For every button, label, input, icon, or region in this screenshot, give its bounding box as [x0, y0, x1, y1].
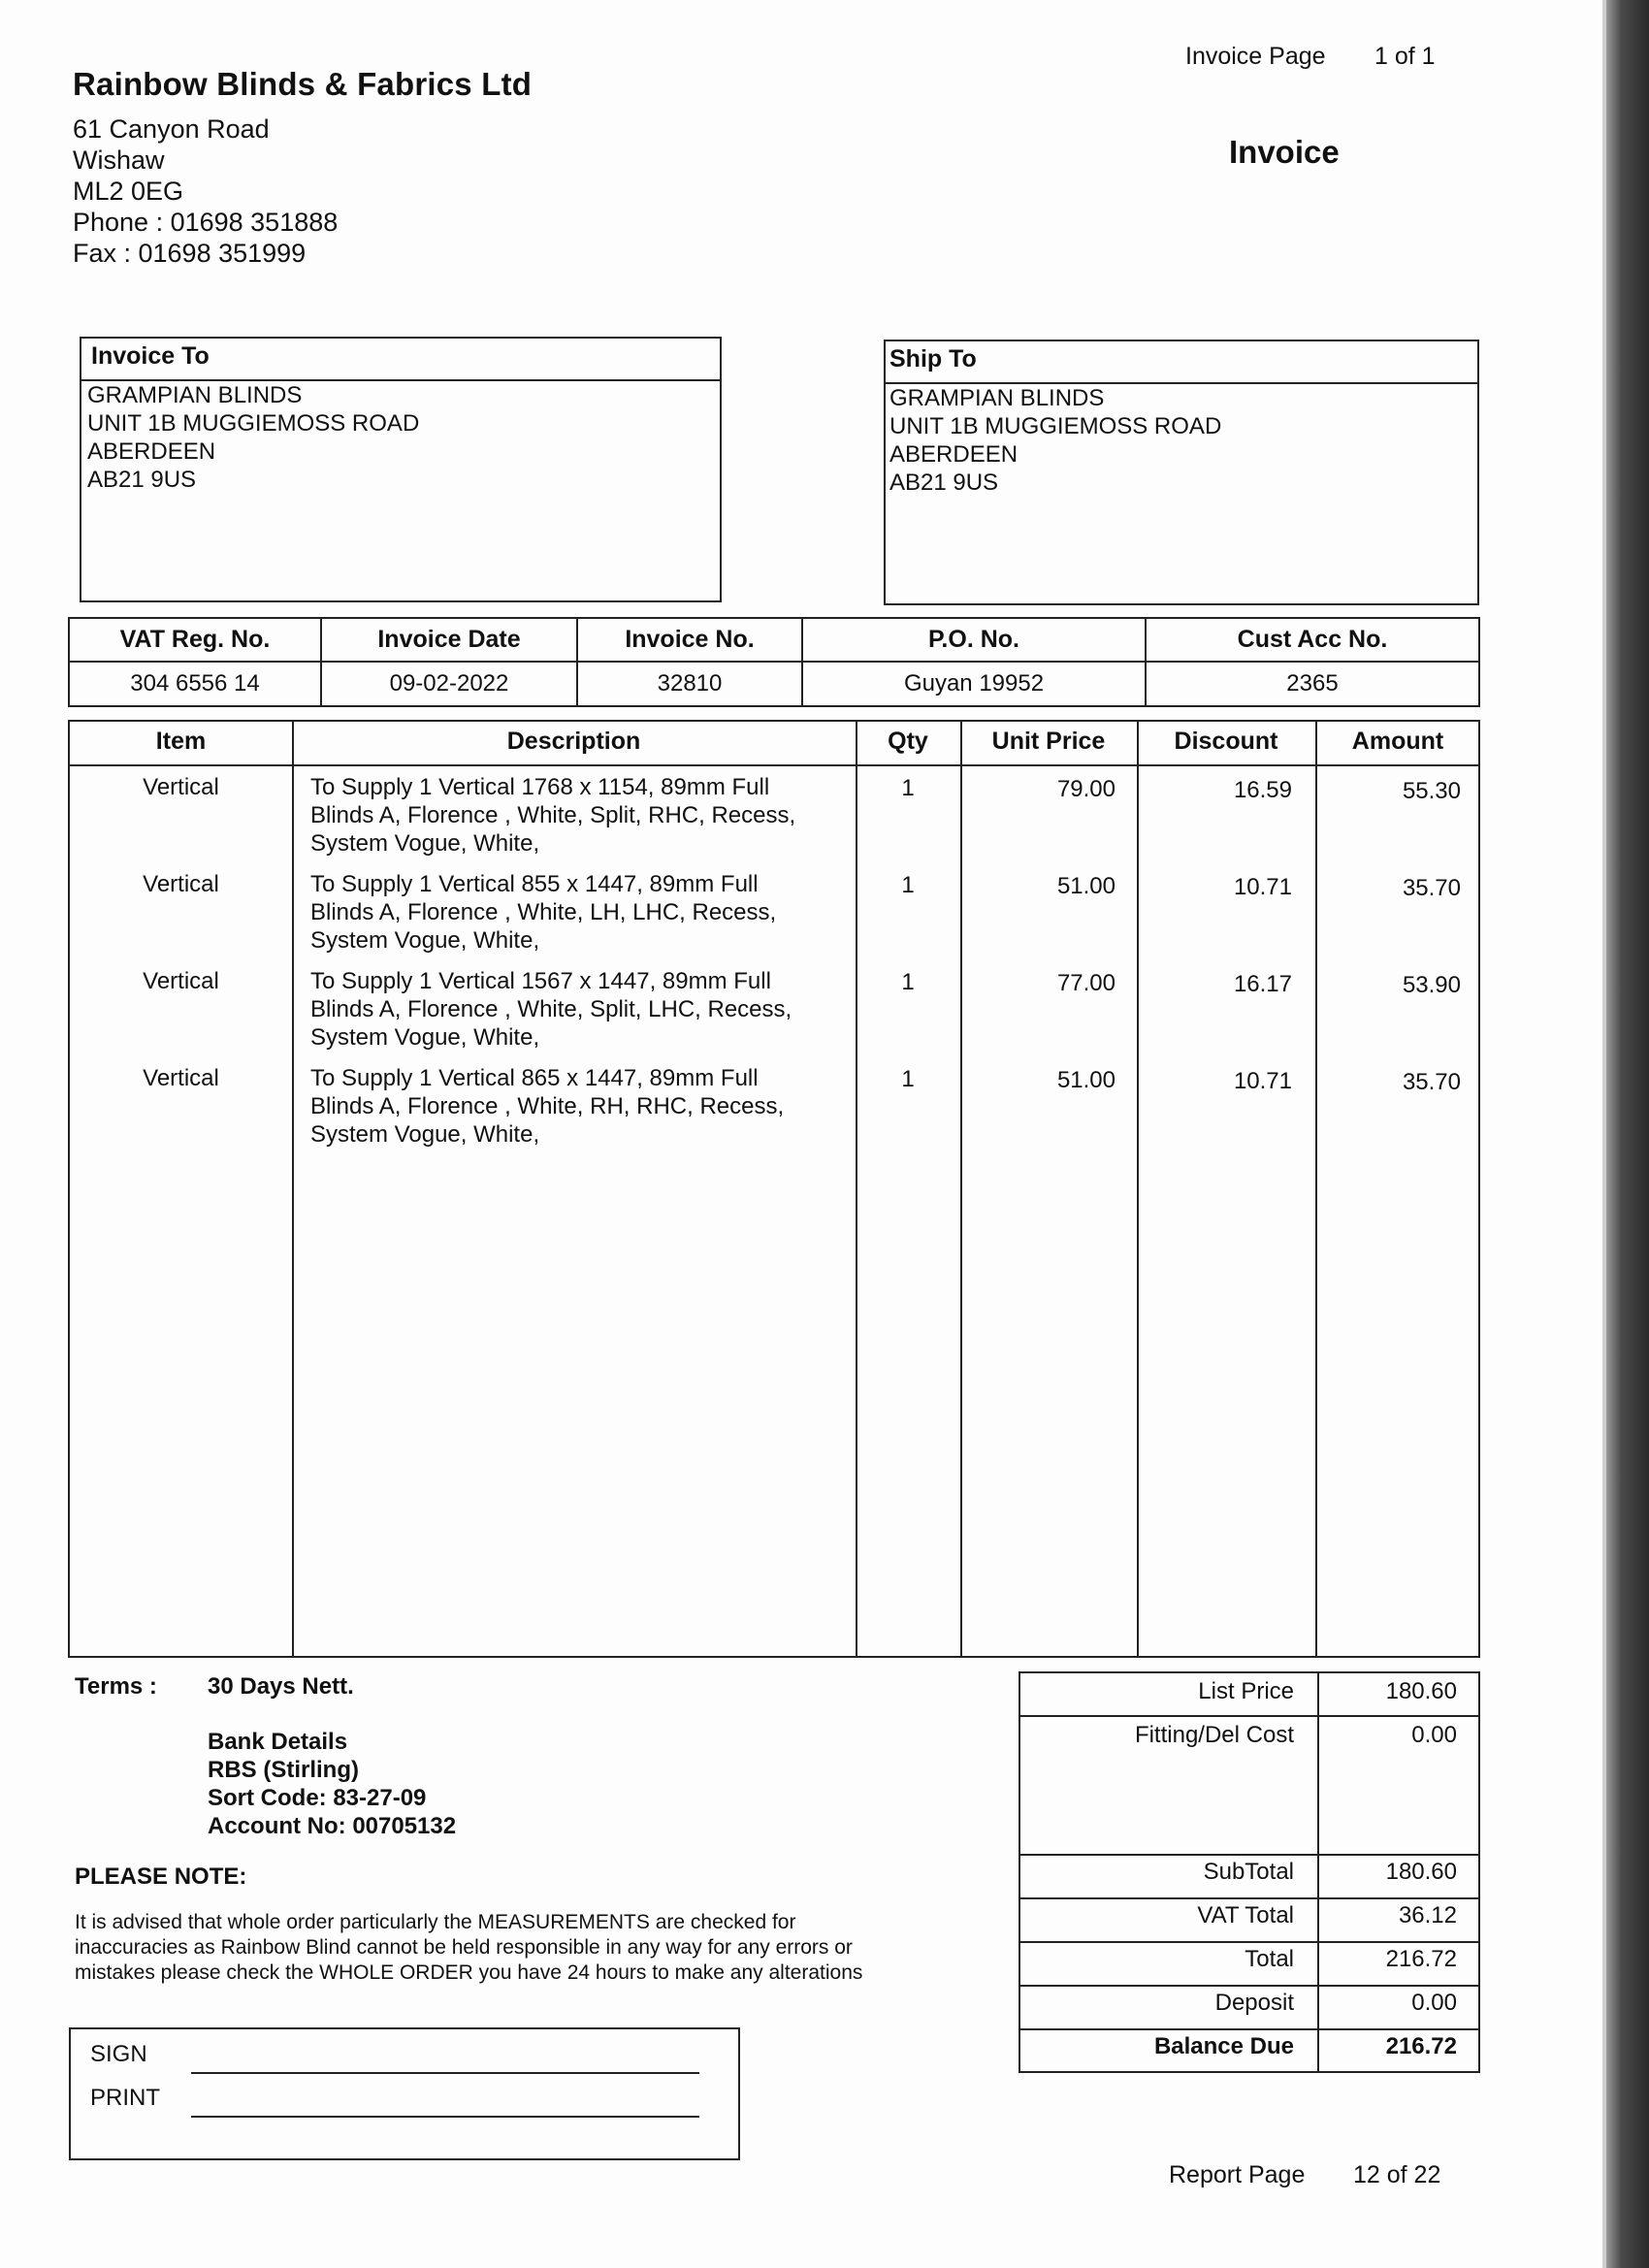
address-line: UNIT 1B MUGGIEMOSS ROAD — [889, 413, 1222, 439]
item-cell: Vertical — [143, 871, 219, 897]
deposit-value: 0.00 — [1411, 1990, 1457, 2016]
fitting-cost-label: Fitting/Del Cost — [1134, 1722, 1294, 1748]
description-line: System Vogue, White, — [310, 1024, 540, 1051]
description-line: System Vogue, White, — [310, 830, 540, 857]
description-header: Description — [506, 728, 641, 755]
subtotal-value: 180.60 — [1385, 1859, 1457, 1885]
invoice-number-value: 32810 — [577, 662, 802, 706]
qty-cell: 1 — [901, 969, 915, 995]
description-line: Blinds A, Florence , White, Split, RHC, Recess, — [310, 802, 796, 828]
description-line: Blinds A, Florence , White, LH, LHC, Recess, — [310, 899, 777, 925]
qty-header: Qty — [888, 728, 928, 755]
column-divider — [1315, 722, 1317, 1656]
discount-cell: 10.71 — [1233, 1068, 1292, 1094]
column-divider — [960, 722, 962, 1656]
address-line: AB21 9US — [87, 467, 197, 493]
fitting-cost-value: 0.00 — [1411, 1722, 1457, 1748]
ship-to-box — [884, 340, 1479, 605]
address-line: ABERDEEN — [889, 441, 1018, 468]
note-line: inaccuracies as Rainbow Blind cannot be held responsible in any way for any errors or — [75, 1936, 853, 1959]
items-table — [68, 720, 1480, 1658]
unit-price-cell: 77.00 — [1056, 970, 1116, 996]
totals-row-divider — [1020, 1897, 1478, 1899]
terms-value: 30 Days Nett. — [208, 1673, 354, 1700]
company-name: Rainbow Blinds & Fabrics Ltd — [73, 66, 533, 102]
description-line: To Supply 1 Vertical 855 x 1447, 89mm Full — [310, 871, 759, 897]
company-address-line: ML2 0EG — [73, 177, 184, 206]
totals-row-divider — [1020, 1715, 1478, 1717]
amount-cell: 35.70 — [1402, 1069, 1461, 1095]
qty-cell: 1 — [901, 872, 915, 898]
totals-row-divider — [1020, 2028, 1478, 2030]
discount-cell: 10.71 — [1233, 874, 1292, 900]
reference-table — [68, 617, 1480, 707]
description-cell — [310, 967, 792, 1052]
amount-cell: 53.90 — [1402, 972, 1461, 998]
company-address-line: Wishaw — [73, 146, 165, 175]
item-cell: Vertical — [143, 774, 219, 800]
note-line: It is advised that whole order particularly the MEASUREMENTS are checked for — [75, 1911, 796, 1933]
print-label: PRINT — [90, 2085, 160, 2111]
item-header: Item — [155, 728, 207, 755]
list-price-value: 180.60 — [1385, 1678, 1457, 1704]
description-line: To Supply 1 Vertical 865 x 1447, 89mm Full — [310, 1065, 759, 1091]
address-line: UNIT 1B MUGGIEMOSS ROAD — [87, 410, 420, 437]
bank-details-line: Bank Details — [208, 1729, 348, 1755]
column-divider — [1137, 722, 1139, 1656]
amount-cell: 35.70 — [1402, 875, 1461, 901]
amount-header: Amount — [1351, 728, 1444, 755]
amount-cell: 55.30 — [1402, 778, 1461, 804]
discount-cell: 16.59 — [1233, 777, 1292, 803]
total-label: Total — [1245, 1946, 1294, 1972]
print-field[interactable] — [191, 2116, 699, 2118]
bank-details-line: Account No: 00705132 — [208, 1813, 457, 1839]
invoice-to-address — [81, 381, 720, 494]
unit-price-cell: 51.00 — [1056, 873, 1116, 899]
deposit-label: Deposit — [1214, 1990, 1294, 2016]
qty-cell: 1 — [901, 775, 915, 801]
unit-price-cell: 79.00 — [1056, 776, 1116, 802]
totals-row-divider — [1020, 1854, 1478, 1856]
please-note-heading: PLEASE NOTE: — [75, 1863, 247, 1890]
invoice-page-label: Invoice Page — [1185, 43, 1326, 70]
address-line: ABERDEEN — [87, 438, 216, 465]
balance-due-label: Balance Due — [1153, 2033, 1294, 2059]
totals-row-divider — [1020, 1941, 1478, 1943]
po-number-value: Guyan 19952 — [802, 662, 1146, 706]
bank-details — [208, 1728, 456, 1840]
invoice-to-heading: Invoice To — [81, 339, 720, 381]
sign-label: SIGN — [90, 2041, 147, 2067]
invoice-page-value: 1 of 1 — [1374, 43, 1436, 70]
unit-price-cell: 51.00 — [1056, 1067, 1116, 1093]
qty-cell: 1 — [901, 1066, 915, 1092]
scan-edge-shadow — [1606, 0, 1649, 2268]
column-divider — [856, 722, 857, 1656]
sign-print-box — [69, 2027, 740, 2160]
totals-divider — [1317, 1673, 1319, 2071]
description-line: To Supply 1 Vertical 1567 x 1447, 89mm Full — [310, 968, 771, 994]
address-line: AB21 9US — [889, 470, 999, 496]
company-phone: Phone : 01698 351888 — [73, 208, 339, 237]
document-title: Invoice — [1229, 134, 1340, 170]
bank-details-line: Sort Code: 83-27-09 — [208, 1785, 427, 1811]
balance-due-value: 216.72 — [1385, 2033, 1457, 2059]
company-fax: Fax : 01698 351999 — [73, 239, 307, 268]
description-cell — [310, 773, 795, 858]
list-price-label: List Price — [1198, 1678, 1294, 1704]
ref-header: Invoice No. — [577, 618, 802, 662]
company-address-line: 61 Canyon Road — [73, 114, 270, 144]
description-line: System Vogue, White, — [310, 1121, 540, 1148]
description-line: Blinds A, Florence , White, Split, LHC, Recess, — [310, 996, 792, 1022]
report-page-value: 12 of 22 — [1353, 2161, 1441, 2188]
ship-to-address — [886, 384, 1477, 497]
note-line: mistakes please check the WHOLE ORDER you have 24 hours to make any alterations — [75, 1961, 863, 1984]
vat-total-label: VAT Total — [1197, 1902, 1294, 1928]
invoice-to-box — [80, 337, 722, 602]
description-line: System Vogue, White, — [310, 927, 540, 954]
description-cell — [310, 870, 776, 955]
vat-total-value: 36.12 — [1398, 1902, 1457, 1928]
terms-label: Terms : — [75, 1673, 157, 1700]
totals-box — [1018, 1671, 1480, 2073]
column-divider — [292, 722, 294, 1656]
discount-header: Discount — [1174, 728, 1278, 755]
discount-cell: 16.17 — [1233, 971, 1292, 997]
totals-row-divider — [1020, 1985, 1478, 1987]
cust-acc-value: 2365 — [1146, 662, 1479, 706]
sign-field[interactable] — [191, 2072, 699, 2074]
ref-header: Cust Acc No. — [1146, 618, 1479, 662]
description-cell — [310, 1064, 784, 1149]
ref-header: P.O. No. — [802, 618, 1146, 662]
description-line: Blinds A, Florence , White, RH, RHC, Recess, — [310, 1093, 785, 1119]
ref-header: Invoice Date — [321, 618, 577, 662]
report-page-label: Report Page — [1169, 2161, 1306, 2188]
unit-price-header: Unit Price — [991, 728, 1106, 755]
bank-details-line: RBS (Stirling) — [208, 1757, 359, 1783]
ref-header: VAT Reg. No. — [69, 618, 321, 662]
item-cell: Vertical — [143, 1065, 219, 1091]
item-cell: Vertical — [143, 968, 219, 994]
subtotal-label: SubTotal — [1203, 1859, 1294, 1885]
invoice-date-value: 09-02-2022 — [321, 662, 577, 706]
ship-to-heading: Ship To — [886, 341, 1477, 384]
total-value: 216.72 — [1385, 1946, 1457, 1972]
items-header-divider — [70, 764, 1478, 766]
description-line: To Supply 1 Vertical 1768 x 1154, 89mm Full — [310, 774, 770, 800]
please-note-text — [75, 1910, 862, 1986]
address-line: GRAMPIAN BLINDS — [889, 385, 1105, 411]
vat-reg-value: 304 6556 14 — [69, 662, 321, 706]
address-line: GRAMPIAN BLINDS — [87, 382, 303, 408]
